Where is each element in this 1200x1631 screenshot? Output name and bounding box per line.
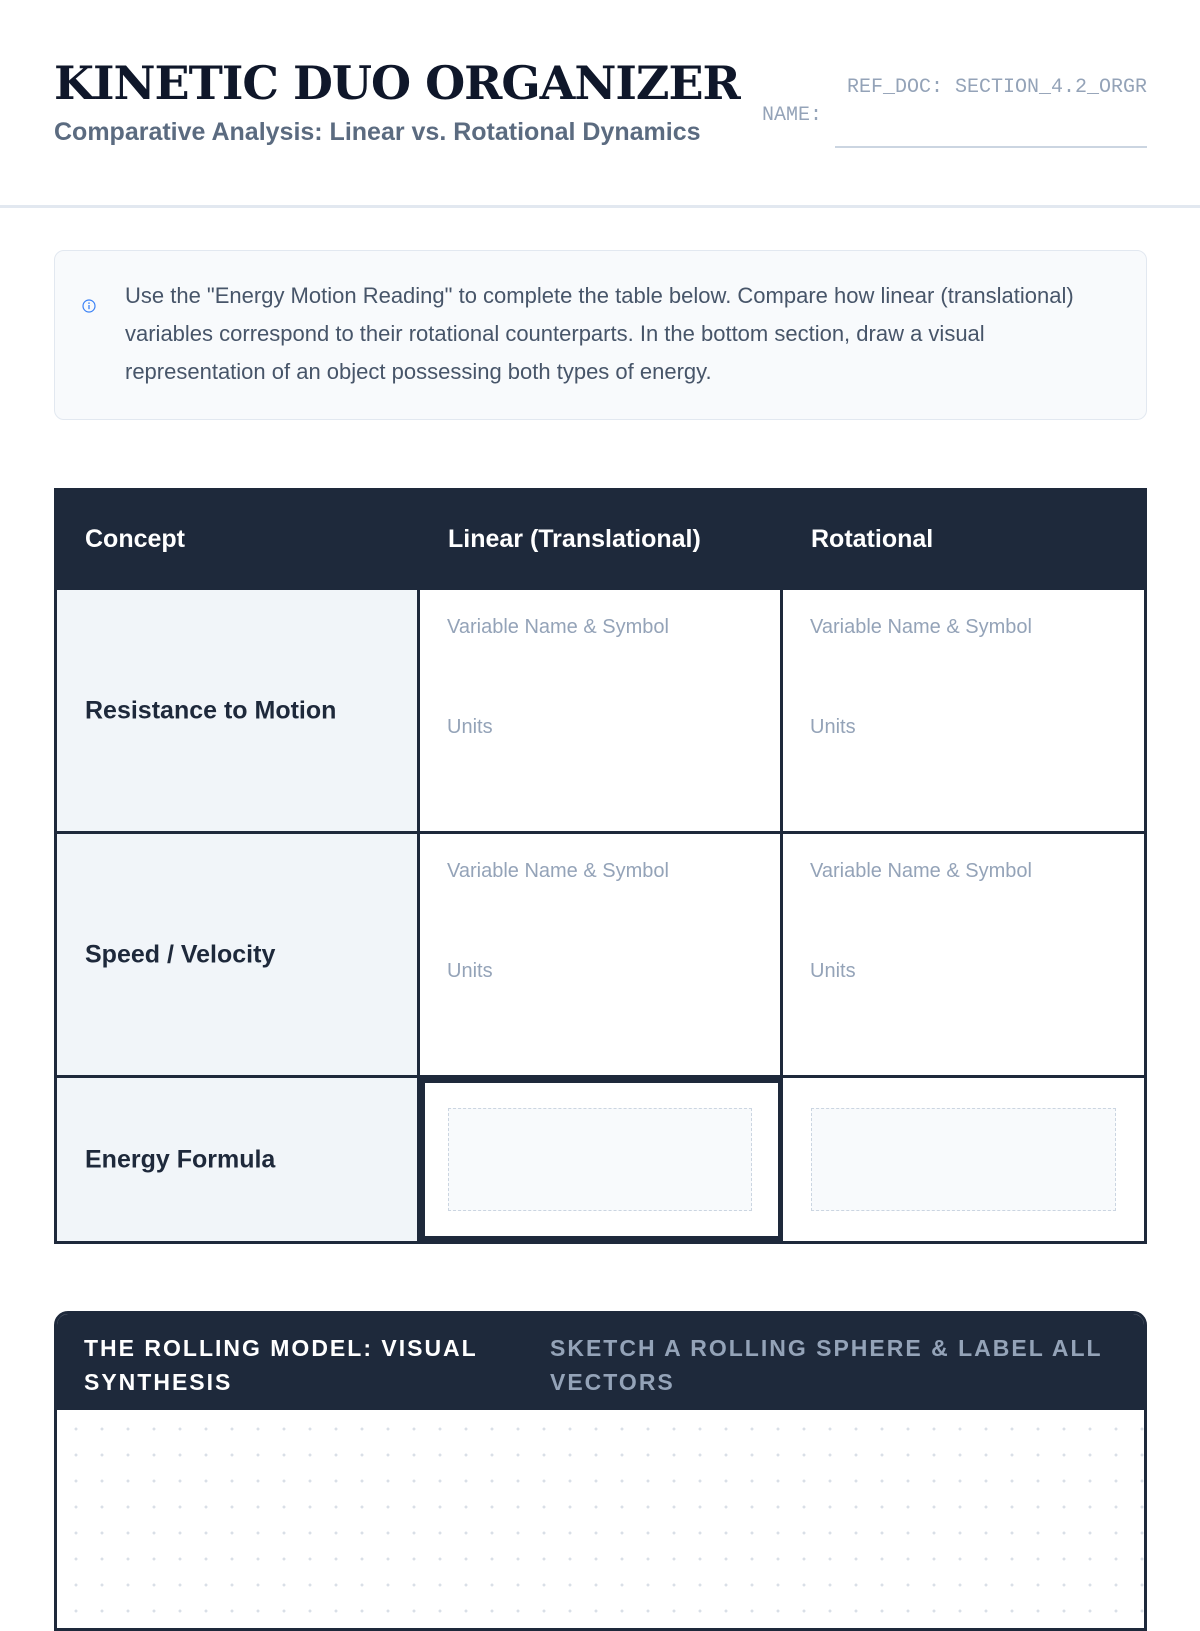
variable-name-hint: Variable Name & Symbol xyxy=(810,616,1032,638)
units-hint: Units xyxy=(447,716,493,738)
concept-label: Speed / Velocity xyxy=(85,940,276,968)
table-header-row xyxy=(57,491,1144,587)
linear-formula-input[interactable] xyxy=(448,1108,752,1211)
variable-name-hint: Variable Name & Symbol xyxy=(810,860,1032,882)
table-row-energy-formula xyxy=(57,1075,1144,1241)
linear-answer-cell[interactable] xyxy=(420,590,783,831)
sketch-section xyxy=(54,1311,1147,1631)
variable-name-hint: Variable Name & Symbol xyxy=(447,860,669,882)
concept-label: Resistance to Motion xyxy=(85,696,337,724)
column-header-linear: Linear (Translational) xyxy=(448,525,701,553)
sketch-instruction: SKETCH A ROLLING SPHERE & LABEL ALL VECTORS xyxy=(550,1335,1103,1395)
sketch-header xyxy=(57,1314,1144,1410)
concept-cell xyxy=(57,1078,420,1241)
rotational-formula-input[interactable] xyxy=(811,1108,1116,1211)
name-field[interactable] xyxy=(835,124,1147,148)
concept-cell xyxy=(57,834,420,1075)
sketch-drawing-area[interactable] xyxy=(57,1410,1144,1631)
rotational-answer-cell[interactable] xyxy=(783,590,1144,831)
concept-cell xyxy=(57,590,420,831)
units-hint: Units xyxy=(447,960,493,982)
units-hint: Units xyxy=(810,960,856,982)
units-hint: Units xyxy=(810,716,856,738)
info-circle-icon xyxy=(82,299,96,313)
worksheet-header xyxy=(0,0,1200,208)
comparison-table xyxy=(54,488,1147,1244)
linear-formula-cell[interactable] xyxy=(420,1078,783,1241)
name-field-row xyxy=(762,104,1147,128)
table-row-resistance xyxy=(57,587,1144,831)
column-header-concept: Concept xyxy=(85,525,185,553)
name-label: NAME: xyxy=(762,104,823,127)
sketch-title: THE ROLLING MODEL: VISUAL SYNTHESIS xyxy=(84,1335,478,1395)
rotational-answer-cell[interactable] xyxy=(783,834,1144,1075)
variable-name-hint: Variable Name & Symbol xyxy=(447,616,669,638)
column-header-rotational: Rotational xyxy=(811,525,934,553)
instructions-text: Use the "Energy Motion Reading" to complete the table below. Compare how linear (translational) variables correspond to their rotational counterparts. In the bottom section, draw a visual representation of an object possessing both types of energy. xyxy=(125,283,1074,384)
page-title: KINETIC DUO ORGANIZER xyxy=(54,56,740,110)
concept-label: Energy Formula xyxy=(85,1145,276,1173)
table-row-velocity xyxy=(57,831,1144,1075)
page-subtitle: Comparative Analysis: Linear vs. Rotational Dynamics xyxy=(54,118,701,146)
reference-document-label: REF_DOC: SECTION_4.2_ORGR xyxy=(846,76,1147,99)
instructions-box xyxy=(54,250,1147,420)
rotational-formula-cell[interactable] xyxy=(783,1078,1144,1241)
linear-answer-cell[interactable] xyxy=(420,834,783,1075)
